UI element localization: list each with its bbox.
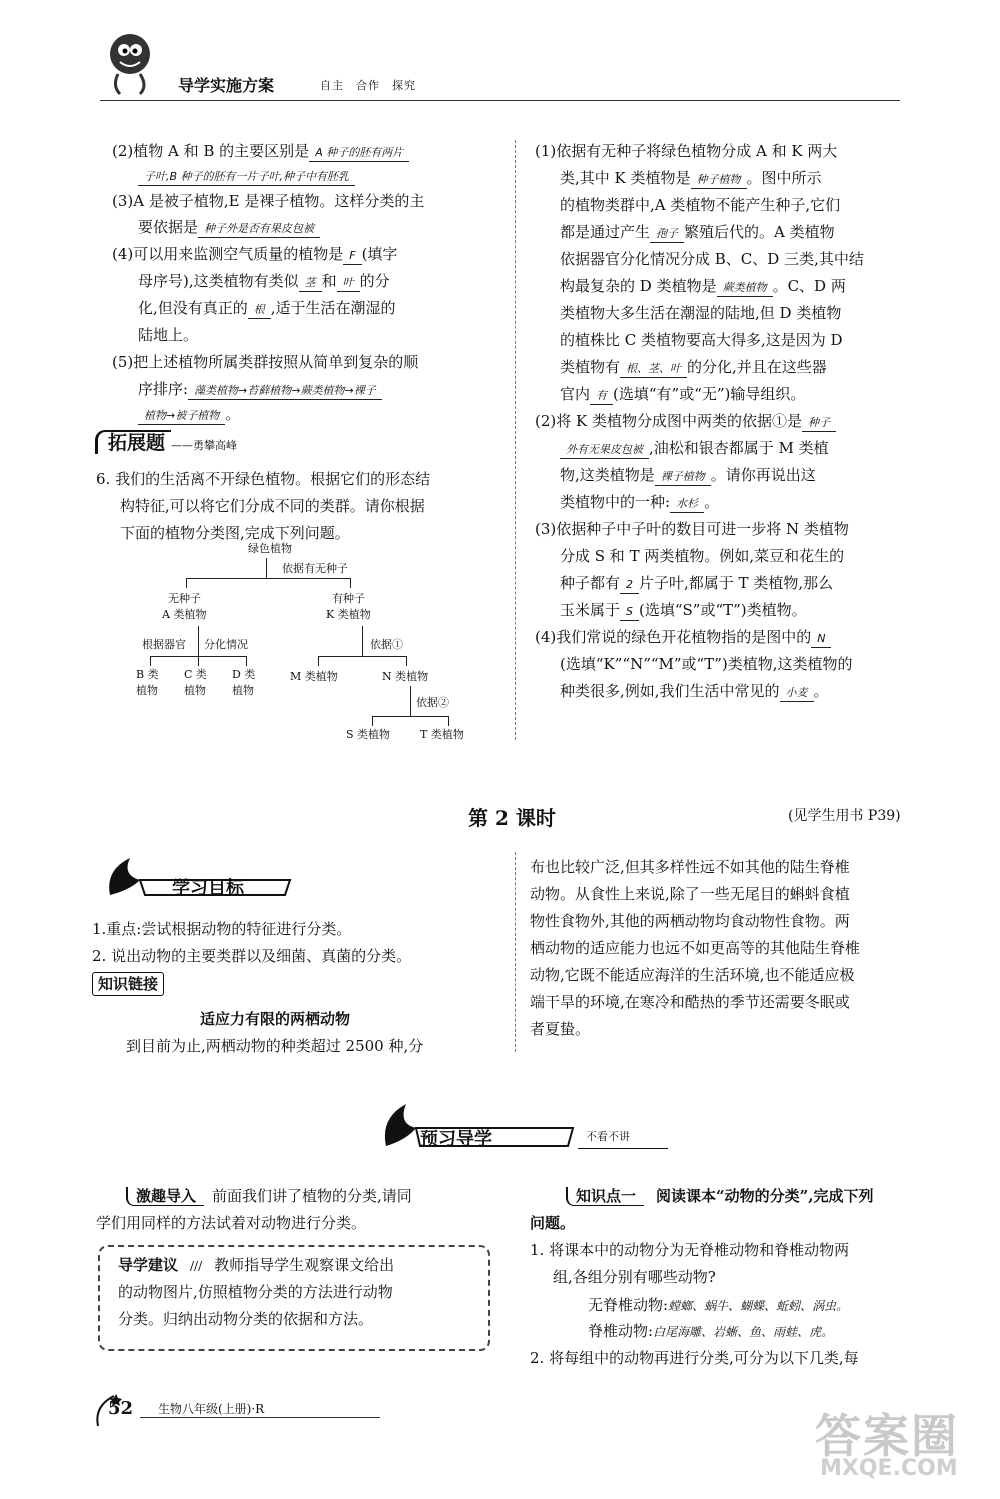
- tree-class-k: K 类植物: [326, 608, 371, 621]
- q4-line3: [138, 295, 396, 322]
- r1-line-l: [560, 354, 827, 381]
- invert-answer: 螳螂、蜗牛、蝴蝶、蚯蚓、涡虫。: [668, 1299, 849, 1313]
- q3-line2: [138, 214, 320, 241]
- q3-line1: (3)A 是被子植物,E 是裸子植物。这样分类的主: [112, 192, 425, 210]
- tree-b-1: B 类: [136, 668, 159, 681]
- tree-basis-organ-1: 根据器官: [142, 638, 186, 651]
- r1-line-g: 依据器官分化情况分成 B、C、D 三类,其中结: [560, 250, 864, 268]
- article-line-l1: 到目前为止,两栖动物的种类超过 2500 种,分: [126, 1037, 424, 1055]
- r1-line-h: [560, 273, 846, 300]
- page-number: 52: [108, 1398, 134, 1419]
- r4-line-c: [560, 678, 829, 705]
- intro-text-1: 前面我们讲了植物的分类,请同: [212, 1187, 412, 1205]
- r2-text-d: 。请你再说出这: [710, 466, 816, 484]
- r4-answer-1: N: [811, 631, 831, 648]
- r3-line-e: [560, 597, 807, 624]
- footer-rule: [140, 1417, 380, 1418]
- q4-line2: [138, 268, 390, 295]
- tree-root: 绿色植物: [248, 542, 292, 555]
- r3-text-f: (选填“S”或“T”)类植物。: [639, 601, 807, 619]
- q6-line1: 6. 我们的生活离不开绿色植物。根据它们的形态结: [96, 470, 431, 488]
- q4-text-g: ,适于生活在潮湿的: [270, 299, 396, 317]
- q4-text-d: 和: [321, 272, 337, 290]
- r1-line-n: [560, 381, 805, 408]
- knowledge-link-title: 知识链接: [92, 972, 164, 996]
- column-divider-2: [515, 852, 516, 1052]
- r3-text-e: 玉米属于: [560, 601, 621, 619]
- tree-d-1: D 类: [232, 668, 256, 681]
- tree-basis-1: 依据①: [370, 638, 403, 651]
- q2-text: (2)植物 A 和 B 的主要区别是: [112, 142, 310, 160]
- tree-b-2: 植物: [136, 684, 158, 697]
- article-line-r4: 栖动物的适应能力也远不如更高等的其他陆生脊椎: [530, 939, 861, 957]
- r2-line-c: [560, 462, 816, 489]
- q4-text-c: 母序号),这类植物有类似: [138, 272, 299, 290]
- r1-text-i: 。C、D 两: [772, 277, 846, 295]
- r2-answer-1b: 外有无果皮包被: [560, 442, 649, 459]
- r1-text-b: 类,其中 K 类植物是: [560, 169, 691, 187]
- r2-answer-1: 种子: [802, 415, 836, 432]
- q4-line1: [112, 241, 397, 268]
- article-line-r7: 者夏蛰。: [530, 1020, 591, 1038]
- r4-line-b: (选填“K”“N”“M”或“T”)类植物,这类植物的: [560, 655, 853, 673]
- r3-text-d: 片子叶,都属于 T 类植物,那么: [639, 574, 834, 592]
- r2-answer-2: 裸子植物: [655, 469, 711, 486]
- q4-text-e: 的分: [359, 272, 390, 290]
- vert-label: 脊椎动物:: [588, 1322, 654, 1340]
- advice-line-3: 分类。归纳出动物分类的依据和方法。: [118, 1310, 374, 1328]
- tree-c-2: 植物: [184, 684, 206, 697]
- r1-line-k: 的植株比 C 类植物要高大得多,这是因为 D: [560, 331, 843, 349]
- goal-2: 2. 说出动物的主要类群以及细菌、真菌的分类。: [92, 947, 412, 965]
- kp-line-1: [566, 1183, 874, 1210]
- p1-line-a: 1. 将课本中的动物分为无脊椎动物和脊椎动物两: [530, 1241, 850, 1259]
- r4-text-c: 种类很多,例如,我们生活中常见的: [560, 682, 780, 700]
- column-divider: [515, 140, 516, 740]
- r4-line-a: [535, 624, 831, 651]
- q2-line1: [112, 138, 409, 165]
- intro-line-2: 学们用同样的方法试着对动物进行分类。: [96, 1214, 367, 1232]
- q5-line3: [138, 401, 240, 428]
- r3-line-a: (3)依据种子中子叶的数目可进一步将 N 类植物: [535, 520, 849, 538]
- q3-text: 要依据是: [138, 218, 199, 236]
- r3-answer-2: S: [620, 604, 639, 621]
- r1-answer-3: 蕨类植物: [717, 280, 773, 297]
- extension-title: 拓展题: [95, 430, 171, 454]
- r1-line-j: 类植物大多生活在潮湿的陆地,但 D 类植物: [560, 304, 842, 322]
- tree-basis-2: 依据②: [416, 696, 449, 709]
- r2-line-e: [560, 489, 719, 516]
- lesson-title: 第 2 课时: [468, 806, 556, 830]
- tree-basis-seed: 依据有无种子: [282, 562, 348, 575]
- r1-text-e: 都是通过产生: [560, 223, 651, 241]
- extension-subtitle: ——勇攀高峰: [171, 439, 238, 452]
- r2-answer-3: 水杉: [670, 496, 704, 513]
- q4-answer-4: 根: [248, 302, 271, 319]
- q3-answer: 种子外是否有果皮包被: [198, 221, 320, 238]
- kp-line-2: 问题。: [530, 1214, 576, 1232]
- article-line-r3: 物性食物外,其他的两栖动物均食动物性食物。两: [530, 912, 850, 930]
- vert-answer: 白尾海雕、岩蜥、鱼、雨蛙、虎。: [653, 1325, 834, 1339]
- r1-answer-5: 有: [590, 388, 613, 405]
- header-rule: [100, 100, 900, 101]
- q5-line2: [138, 376, 382, 403]
- knowledge-link-box: [92, 972, 164, 996]
- r3-line-c: [560, 570, 833, 597]
- tree-basis-organ-2: 分化情况: [204, 638, 248, 651]
- tree-d-2: 植物: [232, 684, 254, 697]
- advice-label: 导学建议: [118, 1256, 179, 1274]
- article-title: 适应力有限的两栖动物: [200, 1010, 351, 1028]
- tree-has-seed: 有种子: [332, 592, 365, 605]
- q2-line2: [138, 162, 355, 189]
- vert-line: [588, 1318, 833, 1346]
- r1-text-f: 繁殖后代的。A 类植物: [684, 223, 835, 241]
- preview-subtitle: 不看不讲: [586, 1130, 630, 1143]
- advice-line-2: 的动物图片,仿照植物分类的方法进行动物: [118, 1283, 393, 1301]
- tree-no-seed: 无种子: [168, 592, 201, 605]
- header-title: 导学实施方案: [178, 76, 275, 95]
- mascot-logo: [100, 28, 160, 100]
- q5-answer-1: 藻类植物→苔藓植物→蕨类植物→裸子: [188, 383, 382, 400]
- goal-1: 1.重点:尝试根据动物的特征进行分类。: [92, 920, 352, 938]
- r2-text-b: ,油松和银杏都属于 M 类植: [649, 439, 829, 457]
- q4-text-f: 化,但没有真正的: [138, 299, 248, 317]
- r1-text-n: 官内: [560, 385, 591, 403]
- r1-text-c: 。图中所示: [746, 169, 822, 187]
- preview-title: 预习导学: [420, 1129, 492, 1150]
- q5-line1: (5)把上述植物所属类群按照从简单到复杂的顺: [112, 353, 419, 371]
- r4-text-a: (4)我们常说的绿色开花植物指的是图中的: [535, 628, 812, 646]
- r3-answer-1: 2: [620, 577, 639, 594]
- r3-line-b: 分成 S 和 T 两类植物。例如,菜豆和花生的: [560, 547, 845, 565]
- r1-line-a: (1)依据有无种子将绿色植物分成 A 和 K 两大: [535, 142, 838, 160]
- r1-line-d: 的植物类群中,A 类植物不能产生种子,它们: [560, 196, 841, 214]
- r4-text-d: 。: [813, 682, 829, 700]
- q4-answer-1: F: [343, 248, 361, 265]
- invert-line: [588, 1292, 848, 1320]
- q4-line4: 陆地上。: [138, 326, 199, 344]
- r2-text-f: 。: [704, 493, 720, 511]
- q5-end: 。: [225, 405, 241, 423]
- watermark-logo: 答案圈: [815, 1409, 959, 1463]
- r1-line-e: [560, 219, 835, 246]
- q6-line3: 下面的植物分类图,完成下列问题。: [120, 524, 350, 542]
- q4-text-a: (4)可以用来监测空气质量的植物是: [112, 245, 344, 263]
- r1-text-o: (选填“有”或“无”)输导组织。: [613, 385, 806, 403]
- header-subtitle: 自主 合作 探究: [320, 79, 416, 92]
- q2-answer-1: A 种子的胚有两片: [309, 145, 409, 162]
- article-line-r5: 动物,它既不能适应海洋的生活环境,也不能适应极: [530, 966, 855, 984]
- advice-line-1: 导学建议 /// 教师指导学生观察课文给出: [118, 1256, 395, 1274]
- tree-class-t: T 类植物: [420, 728, 464, 741]
- r2-text-c: 物,这类植物是: [560, 466, 655, 484]
- p2-line-a: 2. 将每组中的动物再进行分类,可分为以下几类,每: [530, 1349, 859, 1367]
- r1-answer-2: 孢子: [650, 226, 684, 243]
- r2-line-b: [560, 435, 829, 462]
- q2-answer-2: 子叶,B 种子的胚有一片子叶,种子中有胚乳: [138, 169, 355, 186]
- tree-class-a: A 类植物: [162, 608, 207, 621]
- plant-classification-tree: [120, 540, 500, 750]
- article-line-r1: 布也比较广泛,但其多样性远不如其他的陆生脊椎: [530, 858, 850, 876]
- r1-answer-4: 根、茎、叶: [620, 361, 687, 378]
- p1-line-b: 组,各组分别有哪些动物?: [553, 1268, 716, 1286]
- q4-text-b: (填字: [361, 245, 398, 263]
- intro-line-1: [126, 1183, 412, 1210]
- lesson-ref: (见学生用书 P39): [788, 808, 901, 824]
- advice-text-1: 教师指导学生观察课文给出: [214, 1256, 395, 1274]
- kp-text-1: 阅读课本“动物的分类”,完成下列: [656, 1187, 874, 1205]
- tree-c-1: C 类: [184, 668, 207, 681]
- r1-text-h: 构最复杂的 D 类植物是: [560, 277, 717, 295]
- preview-rule: [578, 1148, 668, 1149]
- article-line-r6: 端干旱的环境,在寒冷和酷热的季节还需要冬眠或: [530, 993, 850, 1011]
- tree-class-s: S 类植物: [346, 728, 391, 741]
- footer-book: 生物八年级(上册)·R: [158, 1402, 265, 1416]
- r2-line-a: [535, 408, 836, 435]
- article-line-r2: 动物。从食性上来说,除了一些无尾目的蝌蚪食植: [530, 885, 850, 903]
- goal-title: 学习目标: [172, 878, 244, 899]
- r1-answer-1: 种子植物: [691, 172, 747, 189]
- r1-text-l: 类植物有: [560, 358, 621, 376]
- tree-class-n: N 类植物: [382, 670, 429, 683]
- tree-class-m: M 类植物: [290, 670, 338, 683]
- extension-banner: [95, 428, 305, 458]
- q5-answer-2: 植物→被子植物: [138, 408, 225, 425]
- r4-answer-2: 小麦: [780, 685, 814, 702]
- r3-text-c: 种子都有: [560, 574, 621, 592]
- r2-text-a: (2)将 K 类植物分成图中两类的依据①是: [535, 412, 802, 430]
- q4-answer-2: 茎: [299, 275, 322, 292]
- invert-label: 无脊椎动物:: [588, 1296, 669, 1314]
- q4-answer-3: 叶: [337, 275, 360, 292]
- r1-line-b: [560, 165, 822, 192]
- r2-text-e: 类植物中的一种:: [560, 493, 671, 511]
- intro-label: 激趣导入: [126, 1187, 204, 1206]
- r1-text-m: 的分化,并且在这些器: [687, 358, 827, 376]
- q6-line2: 构特征,可以将它们分成不同的类群。请你根据: [120, 497, 425, 515]
- watermark-url: MXQE.COM: [820, 1456, 958, 1481]
- kp-label: 知识点一: [566, 1187, 644, 1206]
- q5-text: 序排序:: [138, 380, 189, 398]
